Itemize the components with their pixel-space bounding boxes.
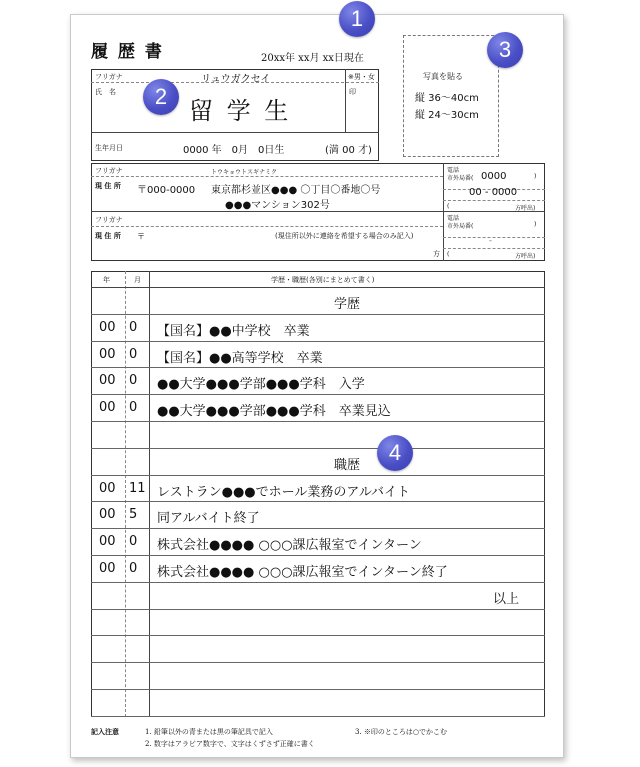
row-year: 00	[99, 534, 116, 550]
table-row	[91, 287, 545, 314]
row-content: 【国名】●●高等学校 卒業	[157, 350, 323, 366]
badge-1: 1	[339, 1, 375, 37]
phone2-area-label: 市外局番(	[447, 223, 474, 230]
badge-3: 3	[487, 32, 523, 68]
table-row	[91, 501, 545, 528]
name-label: 氏 名	[95, 88, 116, 96]
note-3: 3. ※印のところは○でかこむ	[355, 728, 448, 736]
phone-close-paren: )	[534, 173, 537, 180]
row-content: レストラン●●●でホール業務のアルバイト	[157, 484, 410, 500]
address-line-2: ●●●マンション302号	[225, 200, 330, 211]
phone2-caller: 方呼出)	[515, 253, 536, 260]
row-month: 0	[129, 400, 138, 416]
phone-number: 00 - 0000	[469, 187, 518, 198]
address2-label: 現 住 所	[95, 232, 121, 240]
row-year: 00	[99, 400, 116, 416]
address-furigana-label: フリガナ	[95, 167, 123, 175]
phone-open-paren: (	[447, 203, 450, 210]
photo-size-2: 縦 24〜30cm	[415, 110, 479, 121]
row-content: 株式会社●●●● ○○○課広報室でインターン終了	[157, 565, 448, 580]
table-row	[91, 367, 545, 394]
row-month: 0	[129, 561, 138, 576]
birth-value: 0000 年 0月 0日生	[183, 145, 285, 156]
row-content: 学歴	[333, 297, 360, 312]
table-row	[91, 421, 545, 448]
table-row	[91, 609, 545, 636]
row-content: 【国名】●●中学校 卒業	[157, 323, 310, 339]
name-value: 留 学 生	[189, 97, 292, 125]
row-year: 00	[99, 507, 116, 523]
table-row	[91, 314, 545, 341]
row-month: 11	[129, 480, 146, 496]
seal-label: 印	[349, 88, 356, 96]
row-month: 0	[129, 534, 138, 550]
table-row	[91, 528, 545, 555]
furigana-value: リュウガクセイ	[201, 74, 271, 85]
table-row	[91, 635, 545, 662]
col-content-header: 学歴・職歴(各別にまとめて書く)	[271, 276, 375, 284]
table-row	[91, 555, 545, 582]
postal-code: 〒000-0000	[137, 185, 196, 196]
row-content: ●●大学●●●学部●●●学科 入学	[157, 377, 365, 393]
phone2-open-paren: (	[447, 251, 450, 258]
phone2-label: 電話	[447, 215, 460, 222]
furigana-label: フリガナ	[95, 73, 123, 81]
resume-title: 履 歴 書	[91, 42, 164, 62]
phone-caller: 方呼出)	[515, 205, 536, 212]
row-content: 以上	[492, 591, 519, 607]
row-month: 0	[129, 373, 138, 389]
row-year: 00	[99, 346, 116, 362]
note-2: 2. 数字はアラビア数字で、文字はくずさず正確に書く	[145, 740, 315, 748]
address2-kata: 方	[433, 250, 440, 258]
col-month-header: 月	[134, 276, 141, 284]
col-year-header: 年	[103, 276, 110, 284]
birth-label: 生年月日	[95, 144, 123, 152]
table-row	[91, 341, 545, 368]
table-row	[91, 394, 545, 421]
address-label: 現 住 所	[95, 182, 121, 190]
row-content: 職歴	[333, 457, 360, 473]
age-value: (満 00 才)	[325, 145, 372, 156]
row-content: ●●大学●●●学部●●●学科 卒業見込	[157, 404, 391, 420]
table-row	[91, 662, 545, 689]
note-1: 1. 鉛筆以外の青または黒の筆記具で記入	[145, 728, 273, 736]
postal2: 〒	[137, 232, 145, 241]
gender-label: ※男・女	[348, 73, 375, 81]
row-month: 5	[129, 507, 138, 523]
address-line-1: 東京都杉並区●●● 〇丁目〇番地〇号	[211, 185, 381, 196]
phone-label: 電話	[447, 167, 460, 174]
badge-2: 2	[143, 79, 179, 115]
table-row	[91, 475, 545, 502]
photo-label: 写真を貼る	[423, 72, 463, 81]
resume-sheet	[70, 6, 564, 758]
resume-date: 20xx年 xx月 xx日現在	[261, 53, 364, 64]
row-content: 同アルバイト終了	[157, 511, 260, 527]
address2-furigana-label: フリガナ	[95, 216, 123, 224]
address-furigana-value: トウキョウトスギナミク	[211, 169, 277, 176]
address-block	[91, 163, 545, 261]
row-year: 00	[99, 319, 116, 335]
phone-area-label: 市外局番(	[447, 175, 474, 182]
phone-area-code: 0000	[481, 171, 507, 182]
badge-4: 4	[377, 435, 413, 471]
row-month: 0	[129, 346, 138, 362]
row-year: 00	[99, 373, 116, 389]
phone2-dash: -	[489, 236, 492, 245]
table-row	[91, 582, 545, 609]
table-row	[91, 689, 545, 716]
phone2-close-paren: )	[534, 221, 537, 228]
notes-label: 記入注意	[91, 728, 119, 736]
table-row	[91, 448, 545, 475]
row-year: 00	[99, 561, 116, 576]
row-month: 0	[129, 319, 138, 335]
row-content: 株式会社●●●● ○○○課広報室でインターン	[157, 538, 422, 554]
address2-note: (現住所以外に連絡を希望する場合のみ記入)	[275, 232, 414, 240]
row-year: 00	[99, 480, 116, 496]
photo-size-1: 縦 36〜40cm	[415, 93, 479, 104]
